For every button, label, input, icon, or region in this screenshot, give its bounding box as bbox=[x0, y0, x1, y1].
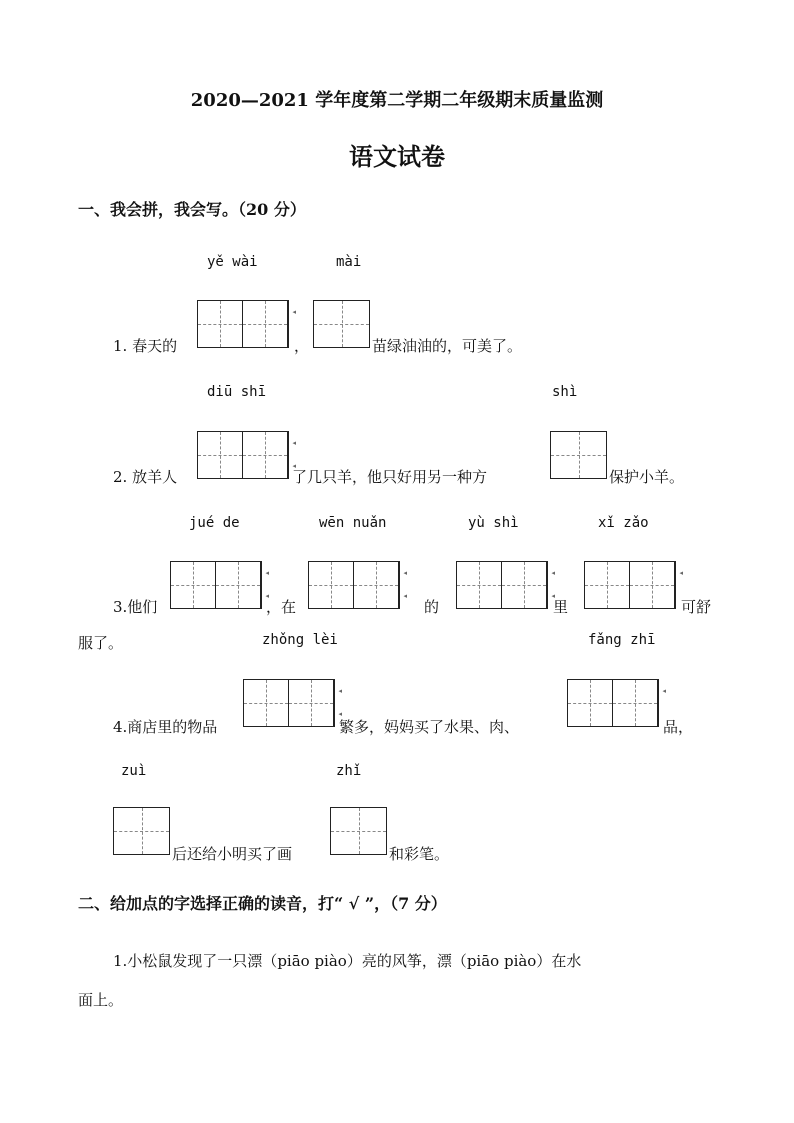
q4-mid2: 后还给小明买了画 bbox=[172, 845, 293, 863]
section2-heading: 二、给加点的字选择正确的读音，打“ √ ”，（7 分） bbox=[78, 894, 447, 913]
q4-answer-box-d[interactable] bbox=[330, 807, 387, 855]
box-marker-icon: ◂ bbox=[551, 569, 555, 577]
writing-cell[interactable] bbox=[630, 562, 675, 608]
box-marker-icon: ◂ bbox=[292, 308, 296, 316]
q1-pinyin-b: mài bbox=[336, 254, 362, 270]
box-marker-icon: ◂ bbox=[292, 462, 296, 470]
box-marker-icon: ◂ bbox=[403, 592, 407, 600]
q3-suffix: 可舒 bbox=[681, 598, 712, 616]
writing-cell[interactable] bbox=[314, 301, 369, 347]
q2-prefix: 2. 放羊人 bbox=[113, 468, 178, 486]
subject-title: 语文试卷 bbox=[349, 142, 445, 171]
q4-pinyin-a: zhǒng lèi bbox=[262, 632, 338, 648]
writing-cell[interactable] bbox=[289, 680, 334, 726]
writing-cell[interactable] bbox=[613, 680, 658, 726]
q2-pinyin-a: diū shī bbox=[207, 384, 267, 400]
writing-cell[interactable] bbox=[198, 432, 243, 478]
q3-answer-box-b[interactable] bbox=[308, 561, 407, 609]
writing-cell[interactable] bbox=[216, 562, 261, 608]
q1-answer-box-a[interactable] bbox=[197, 300, 296, 348]
q4-answer-box-b[interactable] bbox=[567, 679, 666, 727]
q1-suffix: 苗绿油油的，可美了。 bbox=[372, 337, 523, 355]
writing-cell[interactable] bbox=[354, 562, 399, 608]
box-marker-icon: ◂ bbox=[338, 710, 342, 718]
q4-pinyin-c: zuì bbox=[121, 763, 147, 779]
q4-answer-box-c[interactable] bbox=[113, 807, 170, 855]
section2-q1-line2: 面上。 bbox=[78, 991, 124, 1009]
q4-pinyin-d: zhǐ bbox=[336, 763, 362, 779]
writing-cell[interactable] bbox=[171, 562, 216, 608]
q2-mid: 了几只羊，他只好用另一种方 bbox=[292, 468, 488, 486]
q2-suffix: 保护小羊。 bbox=[609, 468, 685, 486]
q3-mid1: ，在 bbox=[266, 598, 297, 616]
q3-pinyin-a: jué de bbox=[189, 515, 240, 531]
writing-cell[interactable] bbox=[585, 562, 630, 608]
q3-continuation: 服了。 bbox=[78, 634, 124, 652]
q3-pinyin-d: xǐ zǎo bbox=[598, 515, 649, 531]
section2-q1-line1: 1.小松鼠发现了一只漂（piāo piào）亮的风筝，漂（piāo piào）在水 bbox=[113, 952, 582, 970]
box-marker-icon: ◂ bbox=[338, 687, 342, 695]
q1-prefix: 1. 春天的 bbox=[113, 337, 178, 355]
q4-suffix: 品， bbox=[663, 718, 694, 736]
q3-pinyin-b: wēn nuǎn bbox=[319, 515, 387, 531]
q2-answer-box-b[interactable] bbox=[550, 431, 607, 479]
writing-cell[interactable] bbox=[243, 301, 288, 347]
section1-heading: 一、我会拼，我会写。（20 分） bbox=[78, 200, 306, 219]
q3-mid3: 里 bbox=[553, 598, 569, 616]
box-marker-icon: ◂ bbox=[662, 687, 666, 695]
q1-mid: ， bbox=[294, 337, 310, 355]
box-marker-icon: ◂ bbox=[403, 569, 407, 577]
writing-cell[interactable] bbox=[198, 301, 243, 347]
writing-cell[interactable] bbox=[568, 680, 613, 726]
writing-cell[interactable] bbox=[244, 680, 289, 726]
q3-answer-box-c[interactable] bbox=[456, 561, 555, 609]
q4-prefix: 4.商店里的物品 bbox=[113, 718, 218, 736]
q1-answer-box-b[interactable] bbox=[313, 300, 370, 348]
exam-header-title: 2020—2021 学年度第二学期二年级期末质量监测 bbox=[190, 90, 604, 111]
q4-mid: 繁多，妈妈买了水果、肉、 bbox=[339, 718, 520, 736]
q2-pinyin-b: shì bbox=[552, 384, 578, 400]
q2-answer-box-a[interactable] bbox=[197, 431, 296, 479]
writing-cell[interactable] bbox=[331, 808, 386, 854]
writing-cell[interactable] bbox=[502, 562, 547, 608]
q1-pinyin-a: yě wài bbox=[207, 254, 258, 270]
box-marker-icon: ◂ bbox=[551, 592, 555, 600]
q4-suffix2: 和彩笔。 bbox=[389, 845, 450, 863]
q3-prefix: 3.他们 bbox=[113, 598, 158, 616]
writing-cell[interactable] bbox=[457, 562, 502, 608]
q4-answer-box-a[interactable] bbox=[243, 679, 342, 727]
box-marker-icon: ◂ bbox=[679, 569, 683, 577]
writing-cell[interactable] bbox=[551, 432, 606, 478]
writing-cell[interactable] bbox=[243, 432, 288, 478]
writing-cell[interactable] bbox=[309, 562, 354, 608]
box-marker-icon: ◂ bbox=[265, 569, 269, 577]
q3-mid2: 的 bbox=[424, 598, 440, 616]
box-marker-icon: ◂ bbox=[265, 592, 269, 600]
q3-answer-box-a[interactable] bbox=[170, 561, 269, 609]
q4-pinyin-b: fǎng zhī bbox=[588, 632, 656, 648]
q3-answer-box-d[interactable] bbox=[584, 561, 683, 609]
q3-pinyin-c: yù shì bbox=[468, 515, 519, 531]
writing-cell[interactable] bbox=[114, 808, 169, 854]
box-marker-icon: ◂ bbox=[292, 439, 296, 447]
